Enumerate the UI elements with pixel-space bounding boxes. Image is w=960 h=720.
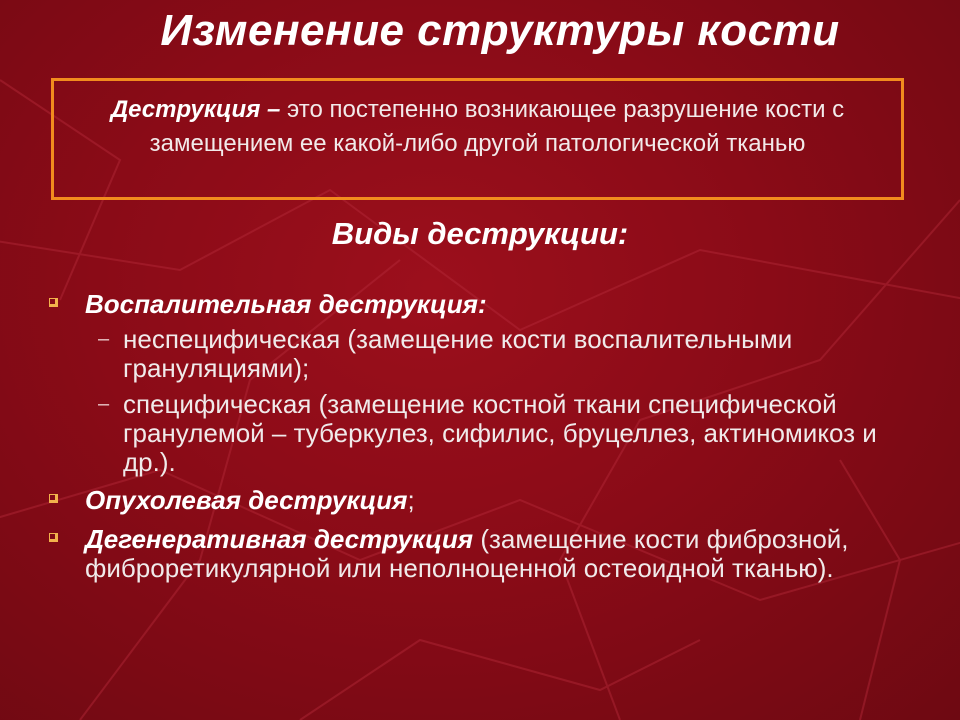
section-subtitle: Виды деструкции: <box>331 216 629 251</box>
list-item <box>40 486 920 515</box>
bullet-heading: Дегенеративная деструкция <box>85 524 474 554</box>
sub-list-item <box>40 390 920 477</box>
square-bullet-icon <box>49 533 58 542</box>
sub-item-text: неспецифическая (замещение кости воспалительными грануляциями); <box>123 324 793 383</box>
bullet-tail: ; <box>407 485 415 515</box>
bullet-heading: Опухолевая деструкция <box>85 485 408 515</box>
dash-icon: – <box>98 393 110 415</box>
slide-title: Изменение структуры кости <box>160 6 840 55</box>
square-bullet-icon <box>49 298 58 307</box>
destruction-types-list <box>40 290 920 583</box>
square-bullet-icon <box>49 494 58 503</box>
dash-icon: – <box>98 328 110 350</box>
list-item <box>40 525 920 583</box>
list-item <box>40 290 920 319</box>
sub-list-item <box>40 325 920 383</box>
sub-item-text: специфическая (замещение костной ткани специфической гранулемой – туберкулез, сифилис, бруцеллез, актиномикоз и др.). <box>123 389 877 477</box>
bullet-tail: (замещение кости фиброзной, фиброретикулярной или неполноценной остеоидной тканью). <box>85 524 849 583</box>
bullet-heading: Воспалительная деструкция: <box>85 289 487 319</box>
definition-text: это постепенно возникающее разрушение кости с замещением ее какой-либо другой патологической тканью <box>149 96 845 157</box>
definition-box <box>51 78 904 200</box>
definition-term: Деструкция – <box>110 96 281 123</box>
